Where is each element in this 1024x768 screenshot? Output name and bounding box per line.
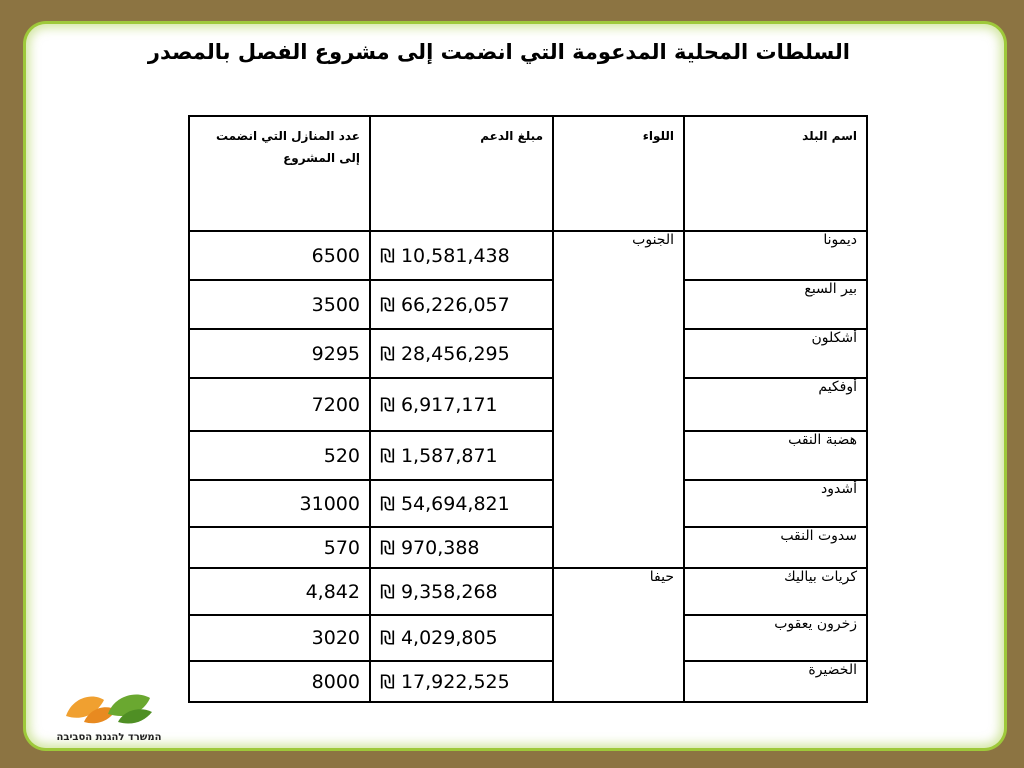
table-row [189, 480, 867, 527]
cell-houses: 520 [189, 431, 370, 480]
table-header-row [189, 116, 867, 231]
ministry-logo [44, 688, 174, 744]
cell-amount: ₪ 1,587,871 [370, 431, 553, 480]
cell-name: كريات بياليك [684, 568, 867, 615]
header-houses: عدد المنازل التي انضمت إلى المشروع [189, 116, 370, 231]
cell-houses: 7200 [189, 378, 370, 431]
table-row [189, 431, 867, 480]
cell-houses: 4,842 [189, 568, 370, 615]
cell-amount: ₪ 970,388 [370, 527, 553, 568]
cell-name: بير السبع [684, 280, 867, 329]
cell-name: ديمونا [684, 231, 867, 280]
cell-name: أوفكيم [684, 378, 867, 431]
cell-houses: 9295 [189, 329, 370, 378]
cell-houses: 3500 [189, 280, 370, 329]
header-district: اللواء [553, 116, 684, 231]
cell-amount: ₪ 9,358,268 [370, 568, 553, 615]
cell-name: زخرون يعقوب [684, 615, 867, 661]
table-row [189, 378, 867, 431]
cell-name: أشدود [684, 480, 867, 527]
cell-amount: ₪ 28,456,295 [370, 329, 553, 378]
cell-houses: 31000 [189, 480, 370, 527]
cell-district: حيفا [553, 568, 684, 702]
cell-amount: ₪ 4,029,805 [370, 615, 553, 661]
table-row [189, 231, 867, 280]
cell-houses: 8000 [189, 661, 370, 702]
table-row [189, 527, 867, 568]
table-row [189, 280, 867, 329]
table-row [189, 329, 867, 378]
table-row [189, 661, 867, 702]
header-amount: مبلغ الدعم [370, 116, 553, 231]
cell-houses: 3020 [189, 615, 370, 661]
cell-name: الخضيرة [684, 661, 867, 702]
cell-amount: ₪ 66,226,057 [370, 280, 553, 329]
cell-amount: ₪ 6,917,171 [370, 378, 553, 431]
cell-name: هضبة النقب [684, 431, 867, 480]
leaves-icon [58, 688, 158, 730]
header-name: اسم البلد [684, 116, 867, 231]
cell-amount: ₪ 17,922,525 [370, 661, 553, 702]
logo-text: המשרד להגנת הסביבה [56, 732, 162, 743]
table-row [189, 615, 867, 661]
cell-amount: ₪ 10,581,438 [370, 231, 553, 280]
cell-houses: 570 [189, 527, 370, 568]
cell-name: أشكلون [684, 329, 867, 378]
cell-name: سدوت النقب [684, 527, 867, 568]
table-row [189, 568, 867, 615]
cell-district: الجنوب [553, 231, 684, 568]
cell-amount: ₪ 54,694,821 [370, 480, 553, 527]
slide-title: السلطات المحلية المدعومة التي انضمت إلى مشروع الفصل بالمصدر [147, 40, 850, 64]
cell-houses: 6500 [189, 231, 370, 280]
data-table [188, 115, 868, 703]
